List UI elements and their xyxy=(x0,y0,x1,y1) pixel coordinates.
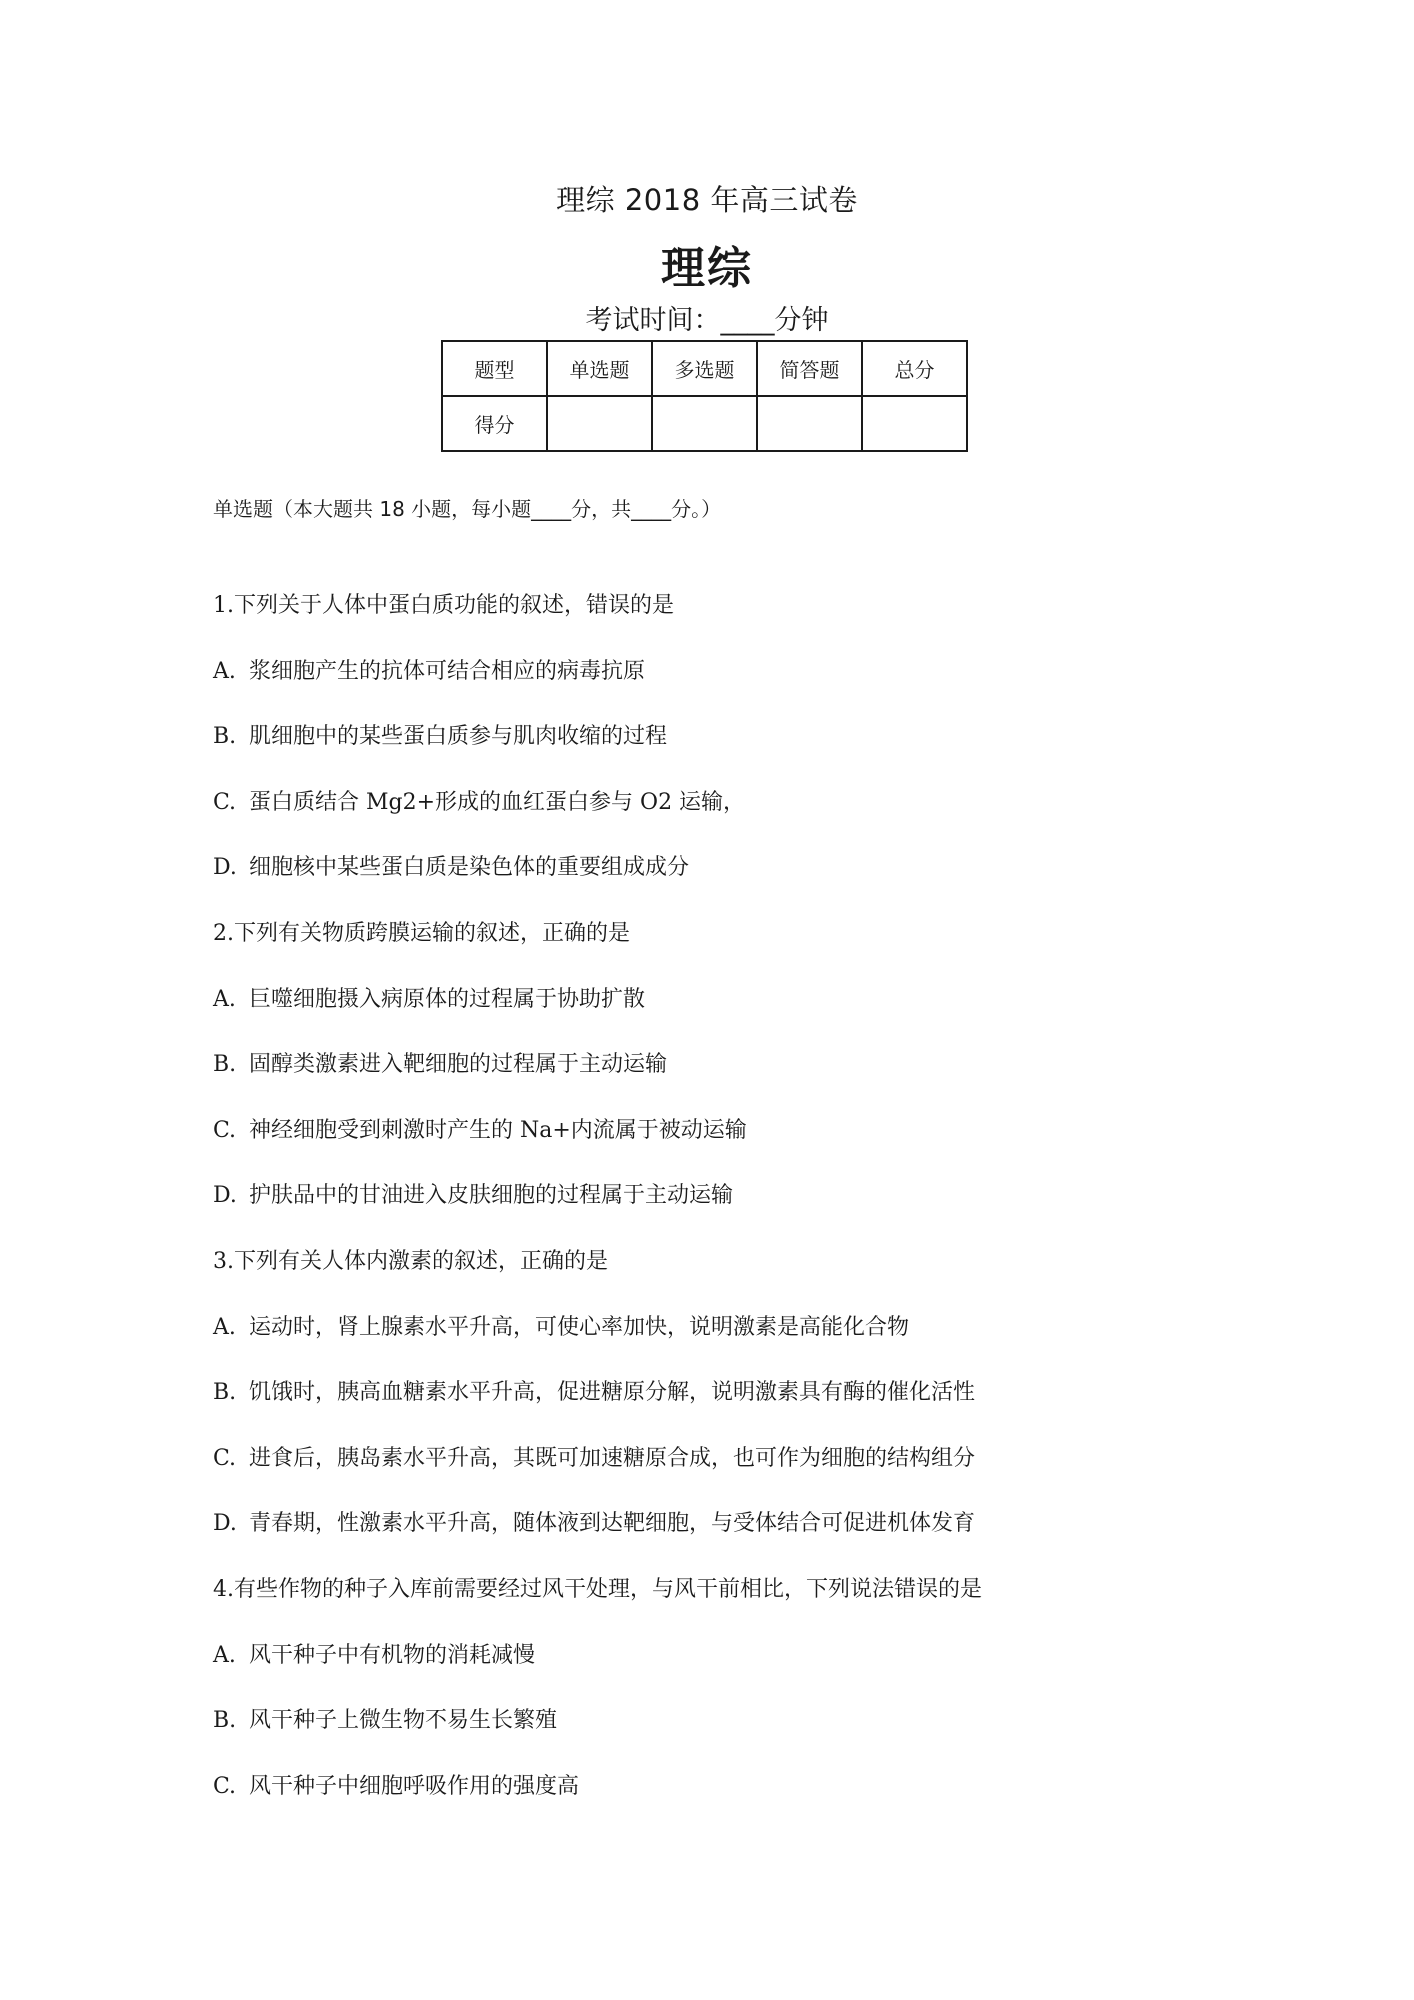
option-item xyxy=(213,984,1213,1050)
score-table xyxy=(441,340,968,452)
option-item xyxy=(213,1377,1213,1443)
option-text: 护肤品中的甘油进入皮肤细胞的过程属于主动运输 xyxy=(249,1183,734,1209)
option-text: 风干种子中细胞呼吸作用的强度高 xyxy=(249,1773,580,1799)
score-cell-multiple[interactable] xyxy=(652,396,757,451)
option-item xyxy=(213,1443,1213,1509)
option-item xyxy=(213,1180,1213,1246)
option-letter: A. xyxy=(213,658,236,684)
option-text: 饥饿时，胰高血糖素水平升高，促进糖原分解，说明激素具有酶的催化活性 xyxy=(249,1380,976,1406)
option-letter: A. xyxy=(213,1642,236,1668)
option-item xyxy=(213,1115,1213,1181)
question-stem: 2.下列有关物质跨膜运输的叙述，正确的是 xyxy=(213,920,630,946)
option-letter: C. xyxy=(213,789,237,815)
option-item xyxy=(213,721,1213,787)
option-item xyxy=(213,1705,1213,1771)
option-text: 运动时，肾上腺素水平升高，可使心率加快，说明激素是高能化合物 xyxy=(249,1314,910,1340)
option-text: 进食后，胰岛素水平升高，其既可加速糖原合成，也可作为细胞的结构组分 xyxy=(249,1445,976,1471)
option-letter: B. xyxy=(213,1708,237,1734)
option-letter: A. xyxy=(213,986,236,1012)
score-cell-total[interactable] xyxy=(862,396,967,451)
score-header-cell: 单选题 xyxy=(547,341,652,396)
question-stem: 3.下列有关人体内激素的叙述，正确的是 xyxy=(213,1248,608,1274)
option-text: 青春期，性激素水平升高，随体液到达靶细胞，与受体结合可促进机体发育 xyxy=(249,1511,976,1537)
option-text: 风干种子中有机物的消耗减慢 xyxy=(249,1642,536,1668)
option-item xyxy=(213,1312,1213,1378)
option-text: 固醇类激素进入靶细胞的过程属于主动运输 xyxy=(249,1052,668,1078)
score-cell-single[interactable] xyxy=(547,396,652,451)
section-heading: 单选题（本大题共 18 小题，每小题____分，共____分。） xyxy=(213,497,722,521)
option-item xyxy=(213,1508,1213,1574)
option-letter: B. xyxy=(213,724,237,750)
option-item xyxy=(213,787,1213,853)
option-text: 肌细胞中的某些蛋白质参与肌肉收缩的过程 xyxy=(249,724,668,750)
score-header-cell: 总分 xyxy=(862,341,967,396)
score-row-label: 得分 xyxy=(442,396,547,451)
option-item xyxy=(213,1049,1213,1115)
option-letter: B. xyxy=(213,1380,237,1406)
score-header-cell: 多选题 xyxy=(652,341,757,396)
question-list xyxy=(213,590,1213,1836)
page-title: 理综 xyxy=(661,243,753,294)
score-table-score-row xyxy=(442,396,967,451)
option-item xyxy=(213,1771,1213,1837)
option-item xyxy=(213,1640,1213,1706)
question-stem: 4.有些作物的种子入库前需要经过风干处理，与风干前相比，下列说法错误的是 xyxy=(213,1576,982,1602)
option-item xyxy=(213,852,1213,918)
option-text: 细胞核中某些蛋白质是染色体的重要组成成分 xyxy=(249,855,690,881)
option-text: 巨噬细胞摄入病原体的过程属于协助扩散 xyxy=(249,986,646,1012)
option-letter: D. xyxy=(213,1183,237,1209)
option-letter: B. xyxy=(213,1052,237,1078)
option-text: 神经细胞受到刺激时产生的 Na+内流属于被动运输 xyxy=(249,1117,747,1143)
score-table-header-row xyxy=(442,341,967,396)
option-letter: A. xyxy=(213,1314,236,1340)
option-letter: C. xyxy=(213,1773,237,1799)
score-cell-short-answer[interactable] xyxy=(757,396,862,451)
option-text: 蛋白质结合 Mg2+形成的血红蛋白参与 O2 运输， xyxy=(249,789,746,815)
option-letter: D. xyxy=(213,855,237,881)
option-item xyxy=(213,656,1213,722)
option-letter: D. xyxy=(213,1511,237,1537)
score-header-cell: 简答题 xyxy=(757,341,862,396)
option-letter: C. xyxy=(213,1117,237,1143)
exam-time: 考试时间：____分钟 xyxy=(585,305,829,336)
exam-subtitle: 理综 2018 年高三试卷 xyxy=(556,183,858,217)
score-header-cell: 题型 xyxy=(442,341,547,396)
question-stem: 1.下列关于人体中蛋白质功能的叙述，错误的是 xyxy=(213,593,674,618)
option-text: 浆细胞产生的抗体可结合相应的病毒抗原 xyxy=(249,658,646,684)
option-letter: C. xyxy=(213,1445,237,1471)
option-text: 风干种子上微生物不易生长繁殖 xyxy=(249,1708,558,1734)
